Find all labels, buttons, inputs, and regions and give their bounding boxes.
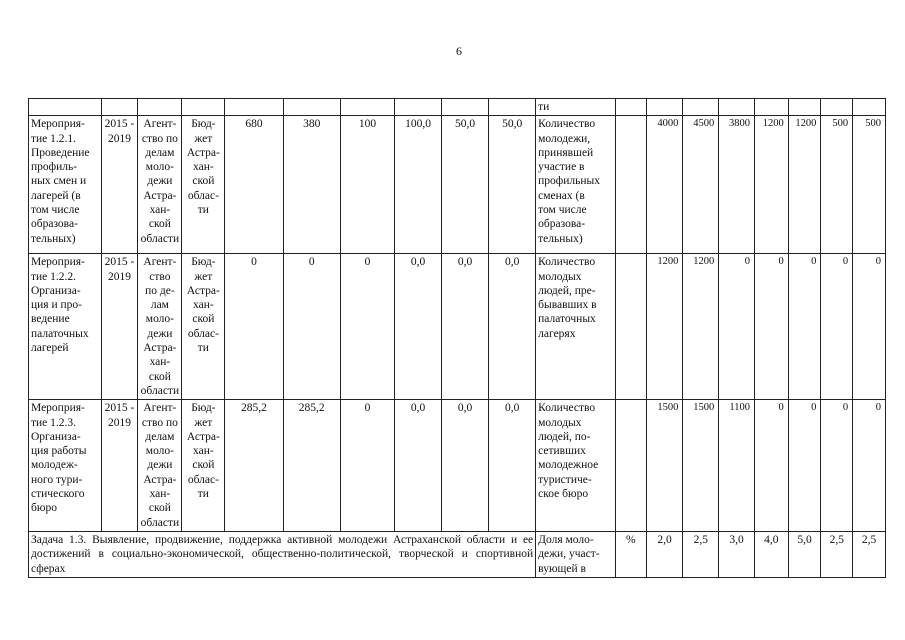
cell	[489, 99, 536, 116]
years-line: 2019	[108, 416, 132, 429]
finance-value: 0	[283, 254, 340, 400]
indicator-line: участие в	[538, 161, 585, 174]
event-line: ного тури-	[31, 473, 83, 486]
task-indicator-line: Доля моло-	[538, 533, 594, 546]
indicator-value: 0	[853, 254, 886, 400]
executor-line: дежи	[147, 459, 173, 472]
task-value: 4,0	[754, 531, 788, 577]
executor-line: области	[140, 516, 180, 529]
indicator-value: 500	[853, 116, 886, 254]
indicator-value: 1200	[788, 116, 821, 254]
executor-line: делам	[145, 430, 175, 443]
executor-line: Астра-	[143, 189, 177, 202]
event-line: ция работы	[31, 445, 87, 458]
cell	[340, 99, 394, 116]
indicator-line: палаточных	[538, 313, 596, 326]
source-cell	[182, 116, 225, 254]
program-table	[28, 98, 886, 578]
source-line: жет	[194, 416, 213, 429]
indicator-value: 1100	[719, 400, 755, 532]
cell	[853, 99, 886, 116]
indicator-line: Количество	[538, 256, 596, 269]
event-line: тельных)	[31, 232, 76, 245]
indicator-line: сменах (в	[538, 189, 585, 202]
indicator-line: людей, пре-	[538, 284, 596, 297]
cell	[29, 99, 102, 116]
indicator-value: 4500	[683, 116, 719, 254]
indicator-value: 500	[821, 116, 853, 254]
finance-value: 0	[340, 400, 394, 532]
task-text: Задача 1.3. Выявление, продвижение, поддержка активной молодежи Астраханской области и ее достижений в социально-экономической, общественно-политической, творческой и спортивной сферах	[29, 531, 536, 577]
event-line: палаточных	[31, 327, 89, 340]
indicator-line: том числе	[538, 204, 587, 217]
cell	[719, 99, 755, 116]
source-line: ской	[192, 313, 215, 326]
event-line: Мероприя-	[31, 256, 85, 269]
years-line: 2015 -	[104, 256, 135, 269]
indicator-value: 1500	[683, 400, 719, 532]
executor-line: области	[140, 232, 180, 245]
indicator-line: Количество	[538, 118, 596, 131]
source-cell	[182, 254, 225, 400]
source-line: облас-	[187, 327, 219, 340]
event-line: ведение	[31, 313, 70, 326]
finance-value: 0,0	[395, 254, 442, 400]
indicator-value: 0	[788, 254, 821, 400]
continuation-row	[29, 99, 886, 116]
task-indicator-cell	[536, 531, 616, 577]
finance-value: 285,2	[225, 400, 283, 532]
indicator-value: 0	[754, 254, 788, 400]
source-line: хан-	[193, 445, 214, 458]
executor-line: по де-	[145, 284, 175, 297]
finance-value: 0	[225, 254, 283, 400]
indicator-cell	[536, 254, 616, 400]
indicator-line: молодых	[538, 416, 582, 429]
event-line: Проведение	[31, 146, 90, 159]
source-line: Астра-	[186, 146, 220, 159]
source-line: Бюд-	[191, 118, 216, 131]
executor-line: хан-	[149, 204, 171, 217]
cell	[138, 99, 182, 116]
executor-line: ство по	[141, 416, 178, 429]
event-line: стического	[31, 488, 85, 501]
finance-value: 0,0	[489, 254, 536, 400]
event-line: образова-	[31, 218, 78, 231]
cell	[788, 99, 821, 116]
indicator-value: 0	[719, 254, 755, 400]
unit-cell	[615, 254, 646, 400]
event-cell	[29, 116, 102, 254]
source-line: ти	[197, 204, 209, 217]
executor-line: Агент-	[143, 118, 177, 131]
page-number: 6	[456, 44, 462, 58]
source-line: облас-	[187, 189, 219, 202]
finance-value: 0,0	[395, 400, 442, 532]
task-unit: %	[615, 531, 646, 577]
indicator-value: 3800	[719, 116, 755, 254]
indicator-value: 0	[821, 400, 853, 532]
task-row	[29, 531, 886, 577]
indicator-line: молодежное	[538, 459, 599, 472]
source-line: ти	[197, 342, 209, 355]
event-line: профиль-	[31, 161, 78, 174]
indicator-value: 0	[853, 400, 886, 532]
cell	[615, 99, 646, 116]
source-cell	[182, 400, 225, 532]
indicator-line: бывавших в	[538, 299, 597, 312]
indicator-line: молодежи,	[538, 132, 591, 145]
event-line: тие 1.2.1.	[31, 132, 77, 145]
event-line: молодеж-	[31, 459, 78, 472]
indicator-cell	[536, 400, 616, 532]
executor-line: ство по	[141, 132, 178, 145]
executor-line: моло-	[145, 313, 174, 326]
indicator-line: тельных)	[538, 232, 583, 245]
task-value: 3,0	[719, 531, 755, 577]
executor-line: лам	[150, 299, 169, 312]
event-line: ных смен и	[31, 175, 87, 188]
finance-value: 100,0	[395, 116, 442, 254]
executor-line: ской	[148, 370, 171, 383]
executor-line: Астра-	[143, 342, 177, 355]
cell	[821, 99, 853, 116]
years-line: 2015 -	[104, 402, 135, 415]
cell	[225, 99, 283, 116]
unit-cell	[615, 116, 646, 254]
indicator-line: молодых	[538, 270, 582, 283]
finance-value: 285,2	[283, 400, 340, 532]
indicator-line: принявшей	[538, 146, 594, 159]
source-line: Бюд-	[191, 256, 216, 269]
unit-cell	[615, 400, 646, 532]
indicator-line: ское бюро	[538, 488, 589, 501]
event-line: Мероприя-	[31, 402, 85, 415]
event-line: том числе	[31, 204, 80, 217]
source-line: Бюд-	[191, 402, 216, 415]
executor-line: ство	[149, 270, 171, 283]
indicator-value: 4000	[646, 116, 683, 254]
indicator-value: 1200	[646, 254, 683, 400]
indicator-value: 1200	[683, 254, 719, 400]
event-cell	[29, 400, 102, 532]
years-cell	[101, 116, 138, 254]
executor-line: Астра-	[143, 473, 177, 486]
executor-cell	[138, 400, 182, 532]
executor-line: ской	[148, 502, 171, 515]
task-indicator-line: дежи, участ-	[538, 548, 600, 561]
source-line: Астра-	[186, 430, 220, 443]
task-value: 2,5	[821, 531, 853, 577]
years-cell	[101, 400, 138, 532]
executor-line: дежи	[147, 327, 173, 340]
cell	[182, 99, 225, 116]
executor-line: хан-	[149, 356, 171, 369]
indicator-value: 0	[754, 400, 788, 532]
indicator-value: 1200	[754, 116, 788, 254]
executor-line: Агент-	[143, 256, 177, 269]
source-line: облас-	[187, 473, 219, 486]
source-line: жет	[194, 132, 213, 145]
cell	[683, 99, 719, 116]
executor-cell	[138, 254, 182, 400]
years-line: 2019	[108, 132, 132, 145]
task-value: 2,0	[646, 531, 683, 577]
finance-value: 680	[225, 116, 283, 254]
event-line: тие 1.2.2.	[31, 270, 77, 283]
indicator-value: 1500	[646, 400, 683, 532]
cell	[283, 99, 340, 116]
source-line: хан-	[193, 299, 214, 312]
cell	[646, 99, 683, 116]
source-line: жет	[194, 270, 213, 283]
event-row	[29, 400, 886, 532]
executor-line: дежи	[147, 175, 173, 188]
indicator-value: 0	[788, 400, 821, 532]
event-row	[29, 254, 886, 400]
event-line: Мероприя-	[31, 118, 85, 131]
cell	[101, 99, 138, 116]
executor-line: хан-	[149, 488, 171, 501]
years-line: 2015 -	[104, 118, 135, 131]
indicator-line: туристиче-	[538, 473, 592, 486]
event-line: лагерей (в	[31, 189, 81, 202]
task-value: 2,5	[683, 531, 719, 577]
indicator-line: Количество	[538, 402, 596, 415]
finance-value: 0,0	[442, 400, 489, 532]
finance-value: 100	[340, 116, 394, 254]
indicator-line: образова-	[538, 218, 586, 231]
event-line: тие 1.2.3.	[31, 416, 77, 429]
indicator-value: 0	[821, 254, 853, 400]
finance-value: 0,0	[489, 400, 536, 532]
finance-value: 0	[340, 254, 394, 400]
cell	[395, 99, 442, 116]
task-indicator-line: вующей в	[538, 562, 586, 575]
cell	[442, 99, 489, 116]
event-line: ция и про-	[31, 299, 82, 312]
executor-line: делам	[145, 146, 175, 159]
source-line: хан-	[193, 161, 214, 174]
executor-line: Агент-	[143, 402, 177, 415]
executor-line: моло-	[145, 445, 174, 458]
event-row	[29, 116, 886, 254]
source-line: ской	[192, 175, 215, 188]
event-line: Организа-	[31, 430, 81, 443]
years-line: 2019	[108, 270, 132, 283]
source-line: ской	[192, 459, 215, 472]
finance-value: 50,0	[489, 116, 536, 254]
indicator-cell	[536, 116, 616, 254]
task-value: 2,5	[853, 531, 886, 577]
indicator-tail: ти	[538, 101, 550, 113]
finance-value: 0,0	[442, 254, 489, 400]
finance-value: 50,0	[442, 116, 489, 254]
indicator-line: лагерях	[538, 327, 576, 340]
years-cell	[101, 254, 138, 400]
event-line: лагерей	[31, 342, 69, 355]
executor-line: ской	[148, 218, 171, 231]
executor-cell	[138, 116, 182, 254]
indicator-line: людей, по-	[538, 430, 591, 443]
executor-line: области	[140, 384, 180, 397]
event-line: бюро	[31, 502, 57, 515]
finance-value: 380	[283, 116, 340, 254]
event-cell	[29, 254, 102, 400]
indicator-tail-cell	[536, 99, 616, 116]
event-line: Организа-	[31, 284, 81, 297]
source-line: ти	[197, 488, 209, 501]
source-line: Астра-	[186, 284, 220, 297]
indicator-line: сетивших	[538, 445, 586, 458]
indicator-line: профильных	[538, 175, 601, 188]
executor-line: моло-	[145, 161, 174, 174]
task-value: 5,0	[788, 531, 821, 577]
cell	[754, 99, 788, 116]
